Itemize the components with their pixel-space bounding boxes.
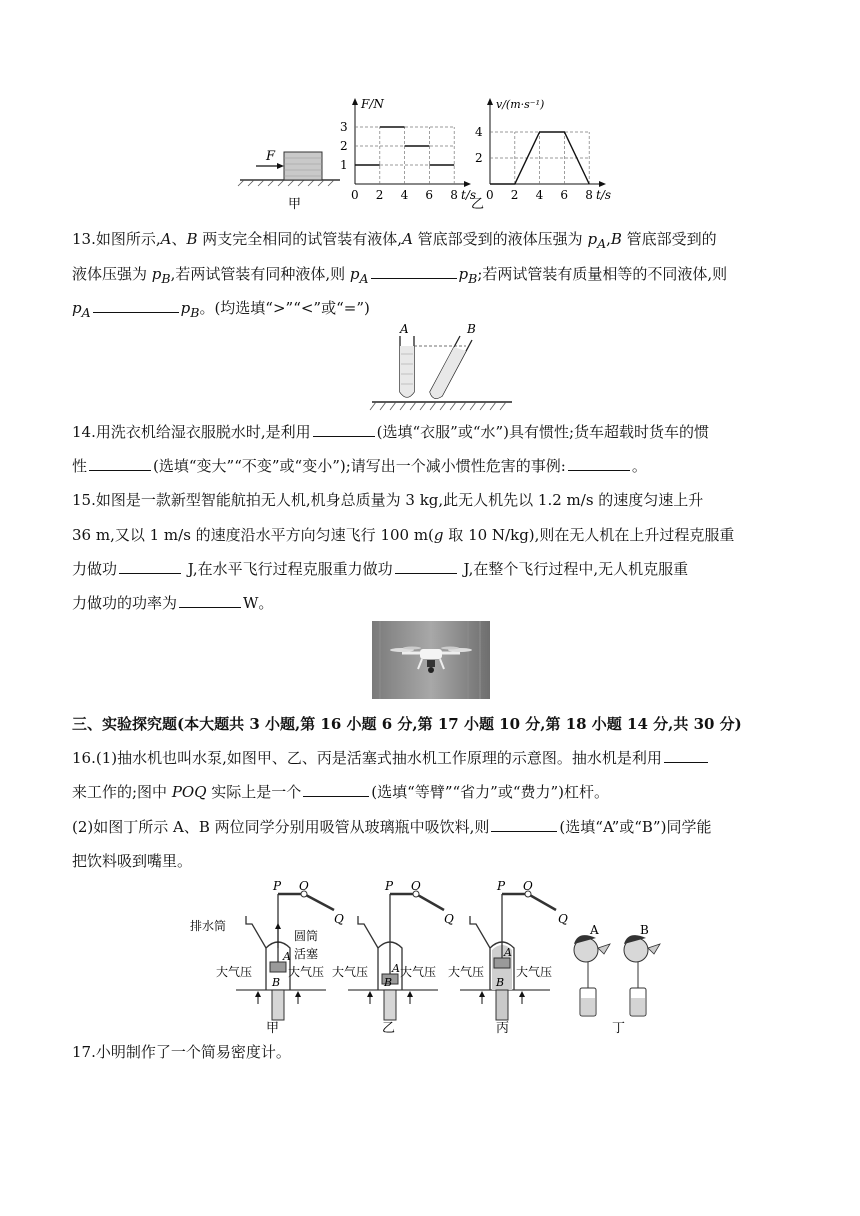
pump-figure xyxy=(186,878,676,1036)
label-atm-3: 大气压 xyxy=(332,965,369,979)
figure-12 xyxy=(230,92,630,217)
answer-blank[interactable] xyxy=(119,559,181,574)
label-Q-1: Q xyxy=(334,912,344,926)
y-tick-label: 2 xyxy=(475,151,483,165)
answer-blank[interactable] xyxy=(568,456,630,471)
tube-a-label: A xyxy=(400,322,409,336)
label-Q-2: Q xyxy=(444,912,454,926)
answer-blank[interactable] xyxy=(395,559,457,574)
pump-yi xyxy=(348,891,444,1020)
x-tick-label: 8 xyxy=(450,188,458,202)
label-O-2: O xyxy=(411,879,421,893)
q16-line-4: 把饮料吸到嘴里。 xyxy=(72,852,193,870)
label-person-A: A xyxy=(590,923,599,937)
label-outlet: 排水筒 xyxy=(190,919,227,933)
answer-blank[interactable] xyxy=(371,264,457,279)
section-heading: 三、实验探究题(本大题共 3 小题,第 16 小题 6 分,第 17 小题 10 分,第 18 小题 14 分,共 30 分) xyxy=(72,715,742,733)
y-tick-label: 2 xyxy=(340,139,348,153)
answer-blank[interactable] xyxy=(313,422,375,437)
label-fig-ding: 丁 xyxy=(612,1021,626,1036)
label-valve-B-3: B xyxy=(496,976,505,989)
label-O-1: O xyxy=(299,879,309,893)
q15-line-1: 15.如图是一款新型智能航拍无人机,机身总质量为 3 kg,此无人机先以 1.2 m/s 的速度匀速上升 xyxy=(72,491,704,509)
label-fig-bing: 丙 xyxy=(496,1021,510,1036)
x-axis-unit: t/s xyxy=(596,188,612,202)
tube-b-label: B xyxy=(467,322,476,336)
x-tick-label: 6 xyxy=(560,188,569,202)
q15-line-2: 36 m,又以 1 m/s 的速度沿水平方向匀速飞行 100 m(g 取 10 N/kg),则在无人机在上升过程克服重 xyxy=(72,526,735,544)
chart-force-time xyxy=(340,97,476,202)
x-tick-label: 6 xyxy=(425,188,434,202)
label-jia: 甲 xyxy=(288,197,302,212)
label-valve-B-1: B xyxy=(272,976,281,989)
q16-line-2: 来工作的;图中 POQ 实际上是一个 (选填“等臂”“省力”或“费力”)杠杆。 xyxy=(72,783,610,801)
answer-blank[interactable] xyxy=(664,748,708,763)
label-atm-5: 大气压 xyxy=(448,965,485,979)
label-P-1: P xyxy=(273,879,282,893)
block-diagram xyxy=(238,149,340,212)
y-tick-label: 1 xyxy=(340,158,348,172)
label-Q-3: Q xyxy=(558,912,568,926)
q15-line-3: 力做功 J,在水平飞行过程克服重力做功 J,在整个飞行过程中,无人机克服重 xyxy=(72,560,689,578)
label-yi: 乙 xyxy=(471,197,485,212)
x-tick-label: 0 xyxy=(486,188,494,202)
answer-blank[interactable] xyxy=(303,782,369,797)
label-atm-4: 大气压 xyxy=(400,965,437,979)
label-O-3: O xyxy=(523,879,533,893)
y-axis-label: v/(m·s⁻¹) xyxy=(496,98,545,111)
label-valve-B-2: B xyxy=(384,976,393,989)
x-tick-label: 4 xyxy=(400,188,409,202)
q14-line-1: 14.用洗衣机给湿衣服脱水时,是利用 (选填“衣服”或“水”)具有惯性;货车超载时货车的惯 xyxy=(72,423,710,441)
q13-line-2: 液体压强为 $p_B$,若两试管装有同种液体,则 $p_A$ $p_B$;若两试管装有质量相等的不同液体,则 xyxy=(72,265,728,286)
answer-blank[interactable] xyxy=(93,298,179,313)
y-tick-label: 3 xyxy=(340,120,348,134)
q13-line-3: $p_A$ $p_B$。(均选填“>”“<”或“=”) xyxy=(72,299,370,320)
q16-line-3: (2)如图丁所示 A、B 两位同学分别用吸管从玻璃瓶中吸饮料,则 (选填“A”或“B”)同学能 xyxy=(72,818,712,836)
answer-blank[interactable] xyxy=(89,456,151,471)
q15-line-4: 力做功的功率为 W。 xyxy=(72,594,274,612)
y-tick-label: 4 xyxy=(475,125,483,139)
label-atm-6: 大气压 xyxy=(516,965,553,979)
label-valve-A-3: A xyxy=(504,946,512,959)
label-valve-A-1: A xyxy=(283,950,291,963)
q13-line-1: 13.如图所示,A、B 两支完全相同的试管装有液体,A 管底部受到的液体压强为 $p_A,B$ 管底部受到的 xyxy=(72,230,717,251)
x-tick-label: 2 xyxy=(375,188,384,202)
label-piston: 活塞 xyxy=(294,947,319,961)
label-fig-jia: 甲 xyxy=(266,1021,280,1036)
label-cylinder: 圆筒 xyxy=(294,929,319,943)
x-tick-label: 0 xyxy=(351,188,359,202)
chart-velocity-time xyxy=(471,98,611,212)
x-tick-label: 8 xyxy=(585,188,593,202)
y-axis-label: F/N xyxy=(361,97,384,111)
label-person-B: B xyxy=(640,923,649,937)
label-fig-yi: 乙 xyxy=(382,1021,396,1036)
persons-ding xyxy=(574,935,660,1016)
test-tubes-figure xyxy=(360,322,520,414)
answer-blank[interactable] xyxy=(491,817,557,832)
q14-line-2: 性 (选填“变大”“不变”或“变小”);请写出一个减小惯性危害的事例: 。 xyxy=(72,457,647,475)
label-valve-A-2: A xyxy=(392,962,400,975)
label-atm-2: 大气压 xyxy=(288,965,325,979)
label-P-3: P xyxy=(497,879,506,893)
label-atm-1: 大气压 xyxy=(216,965,253,979)
x-tick-label: 4 xyxy=(535,188,544,202)
force-label: F xyxy=(266,149,276,164)
q17-line: 17.小明制作了一个简易密度计。 xyxy=(72,1043,291,1061)
drone-photo xyxy=(372,621,490,699)
x-axis-unit: t/s xyxy=(461,188,477,202)
x-tick-label: 2 xyxy=(510,188,519,202)
q16-line-1: 16.(1)抽水机也叫水泵,如图甲、乙、丙是活塞式抽水机工作原理的示意图。抽水机是利用 xyxy=(72,748,710,768)
label-P-2: P xyxy=(385,879,394,893)
answer-blank[interactable] xyxy=(179,593,241,608)
